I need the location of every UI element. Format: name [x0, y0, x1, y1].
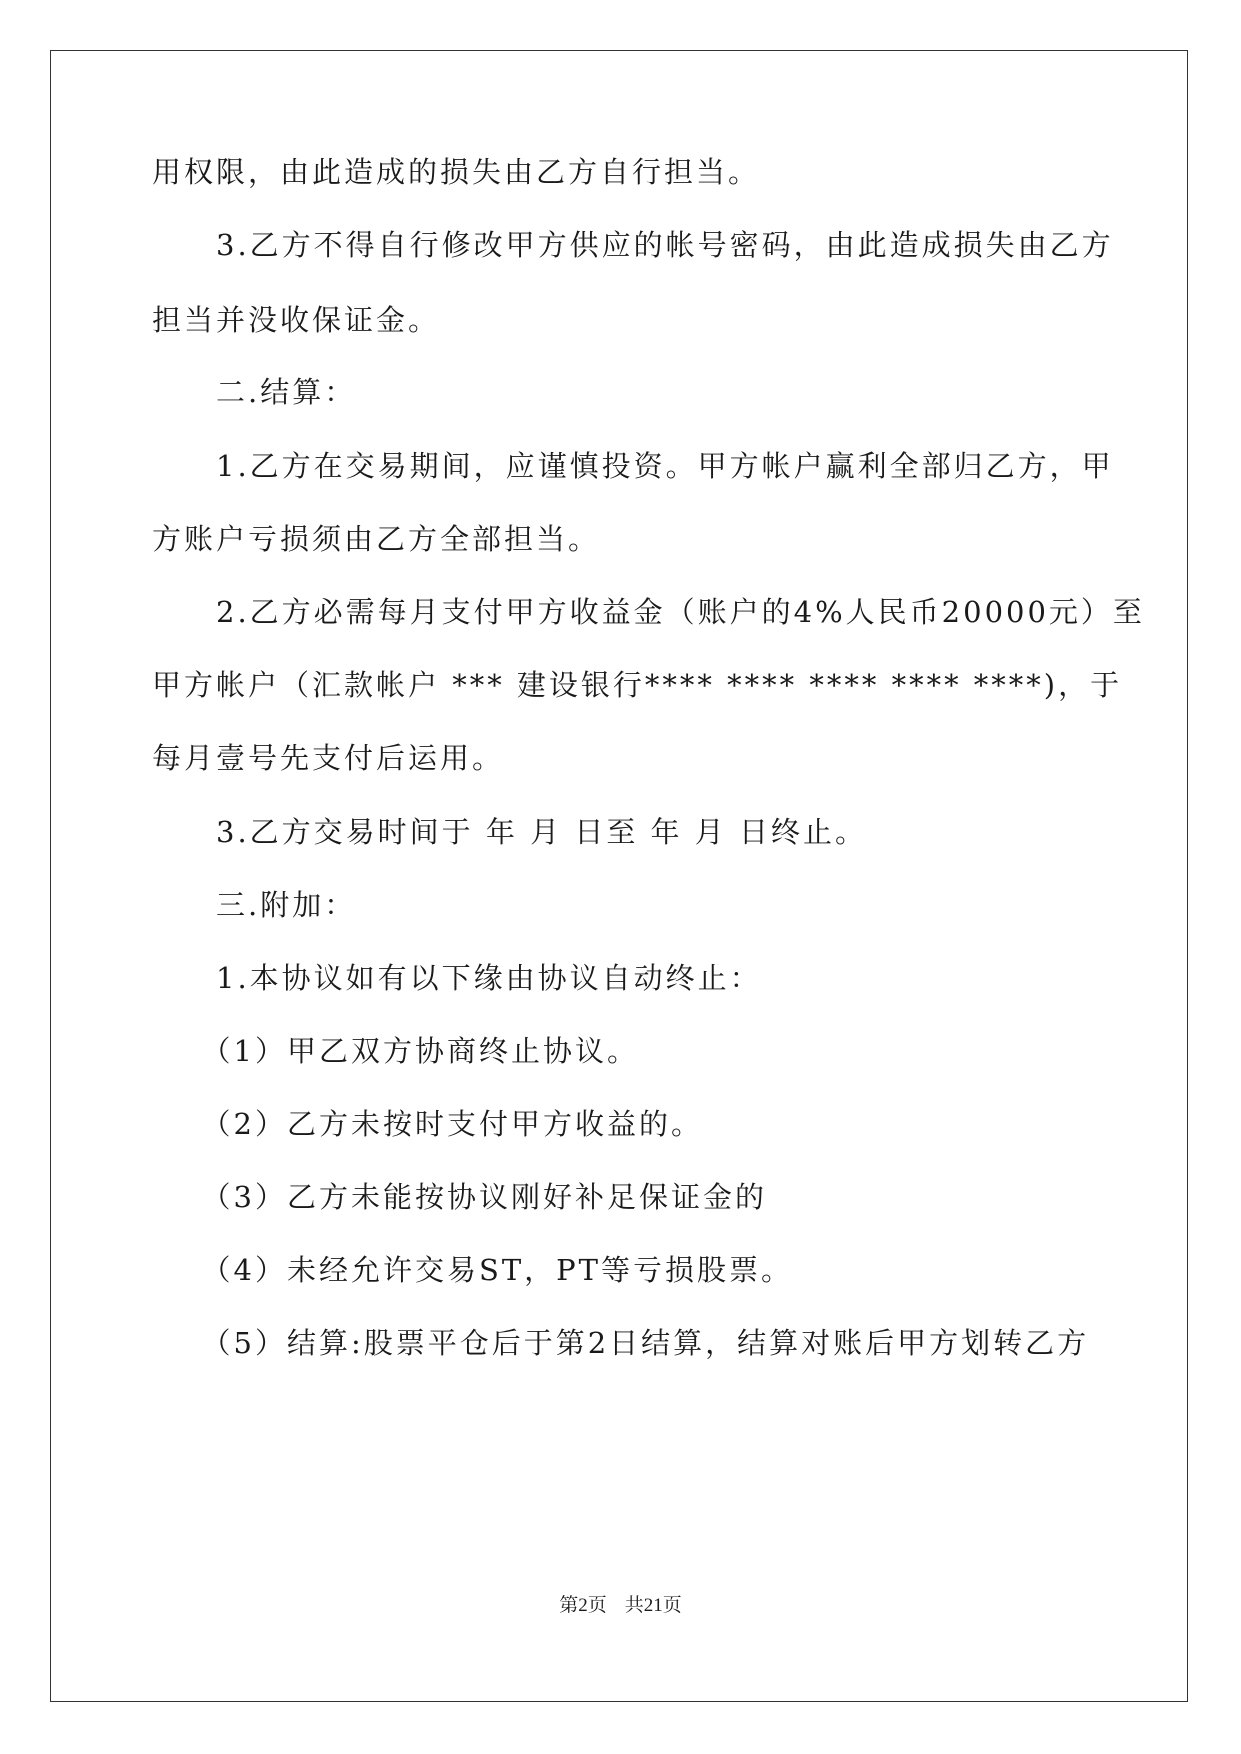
page-total: 共21页: [624, 1595, 682, 1616]
text-line: 1.乙方在交易期间，应谨慎投资。甲方帐户赢利全部归乙方，甲: [152, 449, 1114, 483]
page-footer: [0, 1590, 1241, 1617]
text-line: 3.乙方不得自行修改甲方供应的帐号密码，由此造成损失由乙方: [152, 228, 1114, 262]
text-line: 2.乙方必需每月支付甲方收益金（账户的4%人民币20000元）至: [152, 595, 1145, 629]
list-item: （1）甲乙双方协商终止协议。: [152, 1034, 639, 1068]
text-line: 担当并没收保证金。: [152, 303, 441, 337]
section-heading: 二.结算：: [152, 375, 357, 409]
text-line: 每月壹号先支付后运用。: [152, 741, 505, 775]
text-line: 方账户亏损须由乙方全部担当。: [152, 522, 601, 556]
text-line: 用权限，由此造成的损失由乙方自行担当。: [152, 155, 761, 189]
text-line: 1.本协议如有以下缘由协议自动终止：: [152, 961, 762, 995]
page-number: 第2页: [559, 1595, 607, 1616]
list-item: （4）未经允许交易ST，PT等亏损股票。: [152, 1253, 794, 1287]
text-line: 甲方帐户（汇款帐户 *** 建设银行**** **** **** **** ****)，于: [152, 668, 1123, 702]
list-item: （3）乙方未能按协议刚好补足保证金的: [152, 1180, 767, 1214]
text-line: 3.乙方交易时间于 年 月 日至 年 月 日终止。: [152, 815, 867, 849]
list-item: （5）结算:股票平仓后于第2日结算，结算对账后甲方划转乙方: [152, 1326, 1090, 1360]
section-heading: 三.附加：: [152, 888, 357, 922]
list-item: （2）乙方未按时支付甲方收益的。: [152, 1107, 703, 1141]
page-border: [50, 50, 1188, 1702]
